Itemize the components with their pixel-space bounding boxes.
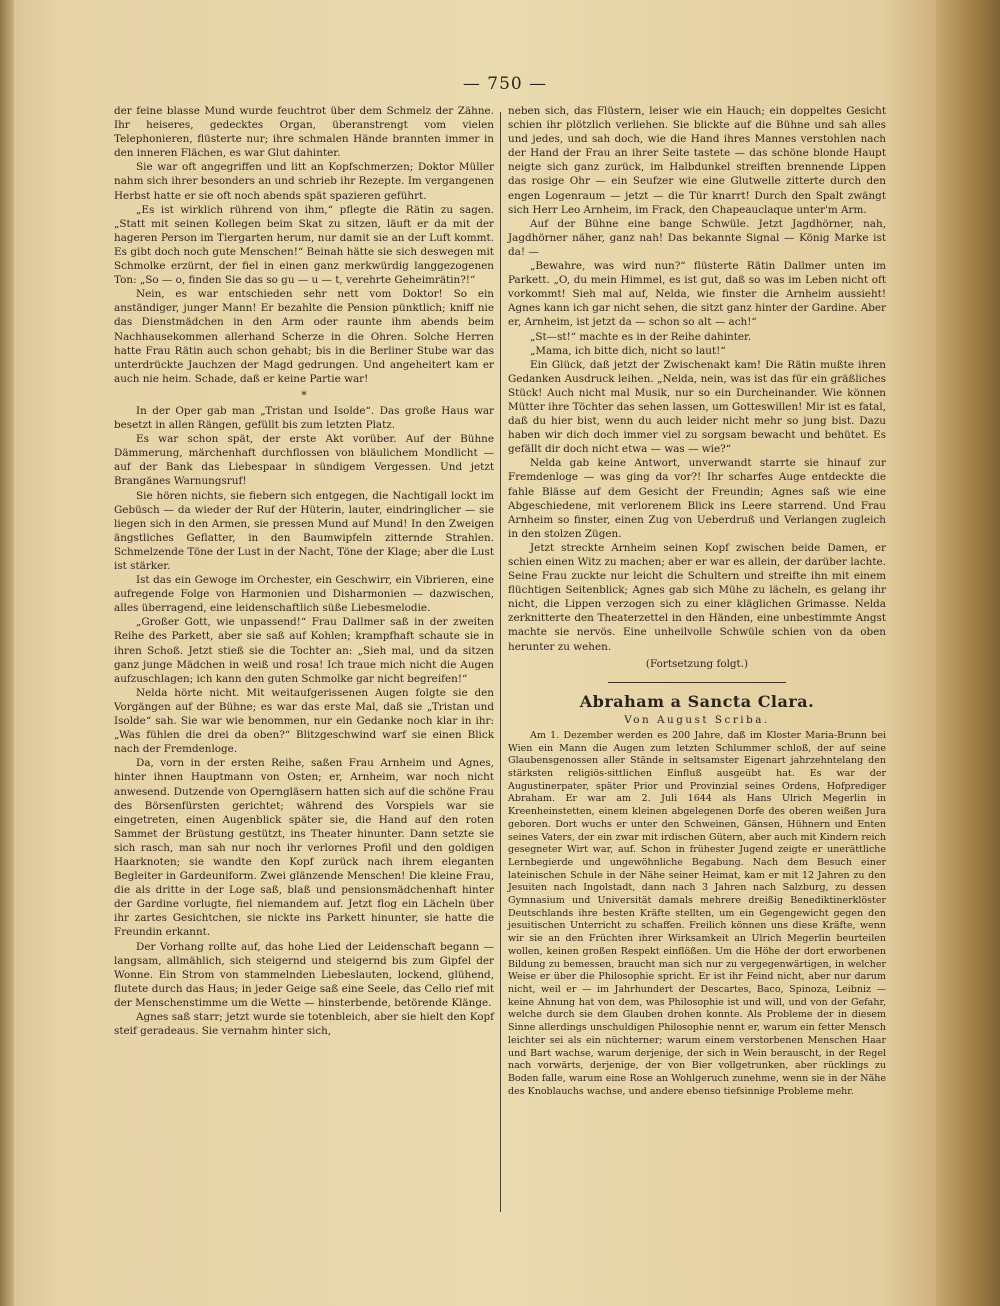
paragraph: In der Oper gab man „Tristan und Isolde“. Das große Haus war besetzt in allen Rängen, gefüllt bis zum letzten Platz. xyxy=(114,404,494,432)
paragraph: Sie hören nichts, sie fiebern sich entgegen, die Nachtigall lockt im Gebüsch — da wieder der Ruf der Hüterin, lauter, eindringlicher — sie liegen sich in den Armen, sie pressen Mund auf Mund! In den Zweigen ängstliches Geflatter, in den Baumwipfeln zitternde Strahlen. Schmelzende Töne der Lust in der Nacht, Töne der Klage; aber die Lust ist stärker. xyxy=(114,489,494,572)
paragraph: Nelda hörte nicht. Mit weitaufgerissenen Augen folgte sie den Vorgängen auf der Bühne; es war das erste Mal, daß sie „Tristan und Isolde“ sah. Sie war wie benommen, nur ein Gedanke noch klar in ihr: „Was fühlen die drei da oben?“ Blitzgeschwind warf sie einen Blick nach der Fremdenloge. xyxy=(114,686,494,756)
paragraph: Ein Glück, daß jetzt der Zwischenakt kam! Die Rätin mußte ihren Gedanken Ausdruck leihen. „Nelda, nein, was ist das für ein gräßliches Stück! Auch nicht mal Musik, nur so ein Durcheinander. Wie können Mütter ihre Töchter das sehen lassen, um Gotteswillen! Mir ist es fatal, daß du hier bist, wenn du auch leider nicht mehr so jung bist. Dazu haben wir dich doch immer viel zu sorgsam bewacht und behütet. Es gefällt dir doch nicht etwa — was — wie?“ xyxy=(508,358,886,456)
paragraph: neben sich, das Flüstern, leiser wie ein Hauch; ein doppeltes Gesicht schien ihr plötzlich verliehen. Sie blickte auf die Bühne und sah alles und jedes, und sah doch, wie die Hand ihres Mannes verstohlen nach der Hand der Frau an ihrer Seite tastete — das schöne blonde Haupt neigte sich ganz zurück, im Halbdunkel streiften brennende Lippen das rosige Ohr — ein Seufzer wie eine Glutwelle zitterte durch den engen Logenraum — jetzt — die Tür knarrt! Durch den Spalt zwängt sich Herr Leo Arnheim, im Frack, den Chapeauclaque unter'm Arm. xyxy=(508,105,886,216)
right-column xyxy=(508,104,886,1098)
page-right-edge xyxy=(936,0,1000,1306)
left-column xyxy=(114,104,494,1038)
paragraph: Agnes saß starr; jetzt wurde sie totenbleich, aber sie hielt den Kopf steif geradeaus. Sie vernahm hinter sich, xyxy=(114,1011,494,1038)
paragraph: „Bewahre, was wird nun?“ flüsterte Rätin Dallmer unten im Parkett. „O, du mein Himmel, es ist gut, daß so was im Leben nicht oft vorkommt! Sieh mal auf, Nelda, wie finster die Arnheim aussieht! Agnes kann ich gar nicht sehen, die sitzt ganz hinter der Gardine. Aber er, Arnheim, ist jetzt da — schon so alt — ach!“ xyxy=(508,260,886,329)
article-title: Abraham a Sancta Clara. xyxy=(579,691,815,711)
section-separator: * xyxy=(301,388,307,402)
paragraph: „Es ist wirklich rührend von ihm,“ pflegte die Rätin zu sagen. „Statt mit seinen Kollegen beim Skat zu sitzen, läuft er da mit der hageren Person im Tiergarten herum, nur damit sie an der Luft kommt. Es gibt doch noch gute Menschen!“ Beinah hätte sie sich deswegen mit Schmolke erzürnt, der fiel in einen ganz merkwürdig langgezogenen Ton: „So — o, finden Sie das so gu — u — t, verehrte Geheimrätin?!“ xyxy=(114,203,494,287)
article-rule xyxy=(608,682,786,683)
page-number: — 750 — xyxy=(462,74,548,94)
paragraph: Es war schon spät, der erste Akt vorüber. Auf der Bühne Dämmerung, märchenhaft durchflossen von bläulichem Mondlicht — auf der Bank das Liebespaar in sündigem Vergessen. Und jetzt Brangänes Warnungsruf! xyxy=(114,433,494,488)
paragraph: Ist das ein Gewoge im Orchester, ein Geschwirr, ein Vibrieren, eine aufregende Folge von Harmonien und Disharmonien — dazwischen, alles überragend, eine leidenschaftlich süße Liebesmelodie. xyxy=(114,574,494,615)
continuation-note: (Fortsetzung folgt.) xyxy=(645,657,749,670)
article-byline: Von August Scriba. xyxy=(624,713,770,726)
paragraph: „Großer Gott, wie unpassend!“ Frau Dallmer saß in der zweiten Reihe des Parkett, aber sie saß auf Kohlen; krampfhaft schaute sie in ihren Schoß. Jetzt stieß sie die Tochter an: „Sieh mal, und da sitzen ganz junge Mädchen in weiß und rosa! Ich traue mich nicht die Augen aufzuschlagen; ich kann den guten Schmolke gar nicht begreifen!“ xyxy=(114,616,494,685)
paragraph: Jetzt streckte Arnheim seinen Kopf zwischen beide Damen, er schien einen Witz zu machen; aber er war es allein, der darüber lachte. Seine Frau zuckte nur leicht die Schultern und streifte ihn mit einem flüchtigen Seitenblick; Agnes gab sich Mühe zu lächeln, es gelang ihr nicht, die Lippen verzogen sich zu einer kläglichen Grimasse. Nelda zerknitterte den Theaterzettel in den Händen, eine unbestimmte Angst machte sie nervös. Eine unheilvolle Schwüle schien von da oben herunter zu wehen. xyxy=(508,541,886,653)
paragraph: Auf der Bühne eine bange Schwüle. Jetzt Jagdhörner, nah, Jagdhörner näher, ganz nah! Das bekannte Signal — König Marke ist da! — xyxy=(508,217,886,258)
paragraph: Der Vorhang rollte auf, das hohe Lied der Leidenschaft begann — langsam, allmählich, sich steigernd und steigernd bis zum Gipfel der Wonne. Ein Strom von stammelnden Liebeslauten, lockend, glühend, flutete durch das Haus; in jeder Geige saß eine Seele, das Cello rief mit der Menschenstimme um die Wette — hinsterbende, betörende Klänge. xyxy=(114,940,494,1009)
paragraph: Nein, es war entschieden sehr nett vom Doktor! So ein anständiger, junger Mann! Er bezahlte die Pension pünktlich; kniff nie das Dienstmädchen in den Arm oder raunte ihm abends beim Nachhausekommen allerhand Scherze in die Ohren. Solche Herren hatte Frau Rätin auch schon gehabt; bis in die Berliner Stube war das unterdrückte Jauchzen der Magd gedrungen. Und angeheitert kam er auch nie heim. Schade, daß er keine Partie war! xyxy=(114,288,494,385)
paragraph: der feine blasse Mund wurde feuchtrot über dem Schmelz der Zähne. Ihr heiseres, gedecktes Organ, überanstrengt vom vielen Telephonieren, flüsterte nur; ihre schmalen Hände brannten immer in den inneren Flächen, es war Glut dahinter. xyxy=(114,105,494,160)
paragraph: Da, vorn in der ersten Reihe, saßen Frau Arnheim und Agnes, hinter ihnen Hauptmann von Osten; er, Arnheim, war noch nicht anwesend. Dutzende von Operngläsern hatten sich auf die schöne Frau des Börsenfürsten gerichtet; während des Vorspiels war sie eingetreten, einen Augenblick später sie, die Hand auf den roten Sammet der Brüstung gestützt, ins Theater hinunter. Dann setzte sie sich rasch, man sah nur noch ihr verlornes Profil und den goldigen Haarknoten; sie wandte den Kopf zurück nach ihrem eleganten Begleiter in Gardeuniform. Zwei glänzende Menschen! Die kleine Frau, die als dritte in der Loge saß, blaß und pensionsmädchenhaft hinter der Gardine vorlugte, fiel niemandem auf. Jetzt flog ein Lächeln über ihr zartes Gesichtchen, sie nickte ins Parkett hinunter, sie hatte die Freundin erkannt. xyxy=(114,757,494,939)
paragraph: „Mama, ich bitte dich, nicht so laut!“ xyxy=(530,344,726,357)
paragraph: „St—st!“ machte es in der Reihe dahinter. xyxy=(530,330,752,343)
page-left-edge xyxy=(0,0,14,1306)
column-divider xyxy=(500,112,501,1212)
article-body: Am 1. Dezember werden es 200 Jahre, daß im Kloster Maria-Brunn bei Wien ein Mann die Augen zum letzten Schlummer schloß, der auf seine Glaubensgenossen aller Stände in seltsamster Eigenart jahrzehntelang den stärksten religiös-sittlichen Einfluß ausgeübt hat. Es war der Augustinerpater, später Prior und Provinzial seines Ordens, Hofprediger Abraham. Er war am 2. Juli 1644 als Hans Ulrich Megerlin in Kreenheinstetten, einem kleinen abgelegenen Dorfe des oberen weißen Jura geboren. Dort wuchs er unter den Schweinen, Gänsen, Hühnern und Enten seines Vaters, der ein zwar mit irdischen Gütern, aber auch mit Kindern reich gesegneter Wirt war, auf. Schon in frühester Jugend zeigte er unerättliche Lernbegierde und ungewöhnliche Begabung. Nach dem Besuch einer lateinischen Schule in der Nähe seiner Heimat, kam er mit 12 Jahren zu den Jesuiten nach Ingolstadt, dann nach 3 Jahren nach Salzburg, zu dessen Gymnasium und Universität damals mehrere dreißig Benediktinerklöster Deutschlands ihre besten Kräfte stellten, um ein Gegengewicht gegen den jesuitischen Unterricht zu schaffen. Freilich können uns diese Kräfte, wenn wir sie an den Früchten ihrer Wirksamkeit an Ulrich Megerlin beurteilen wollen, keinen großen Respekt einflößen. Um die Höhe der dort erworbenen Bildung zu bemessen, braucht man sich nur zu vergegenwärtigen, in welcher Weise er über die Philosophie spricht. Er ist ihr Feind nicht, aber nur darum nicht, weil er — im Jahrhundert der Descartes, Baco, Spinoza, Leibniz — keine Ahnung hat von dem, was Philosophie ist und will, und von der Gefahr, welche durch sie dem Glauben drohen konnte. Als Probleme der in diesem Sinne allerdings unschuldigen Philosophie nennt er, warum ein fetter Mensch leichter sei als ein nüchterner; warum einem verstorbenen Menschen Haar und Bart wachse, warum derjenige, der sich in Wein berauscht, in der Regel nach vorwärts, derjenige, der von Bier vollgetrunken, aber rücklings zu Boden falle, warum eine Rose an Wohlgeruch zunehme, wenn sie in der Nähe des Knoblauchs wachse, und andere ebenso tiefsinnige Probleme mehr. xyxy=(508,729,886,1097)
paragraph: Nelda gab keine Antwort, unverwandt starrte sie hinauf zur Fremdenloge — was ging da vor?! Ihr scharfes Auge entdeckte die fahle Blässe auf dem Gesicht der Freundin; Agnes saß wie eine Abgeschiedene, mit verlorenem Blick ins Leere starrend. Und Frau Arnheim so finster, einen Zug von Ueberdruß und Verlangen zugleich in den stolzen Zügen. xyxy=(508,457,886,540)
paragraph: Sie war oft angegriffen und litt an Kopfschmerzen; Doktor Müller nahm sich ihrer besonders an und schrieb ihr Rezepte. Im vergangenen Herbst hatte er sie oft noch abends spät spazieren geführt. xyxy=(114,161,494,202)
